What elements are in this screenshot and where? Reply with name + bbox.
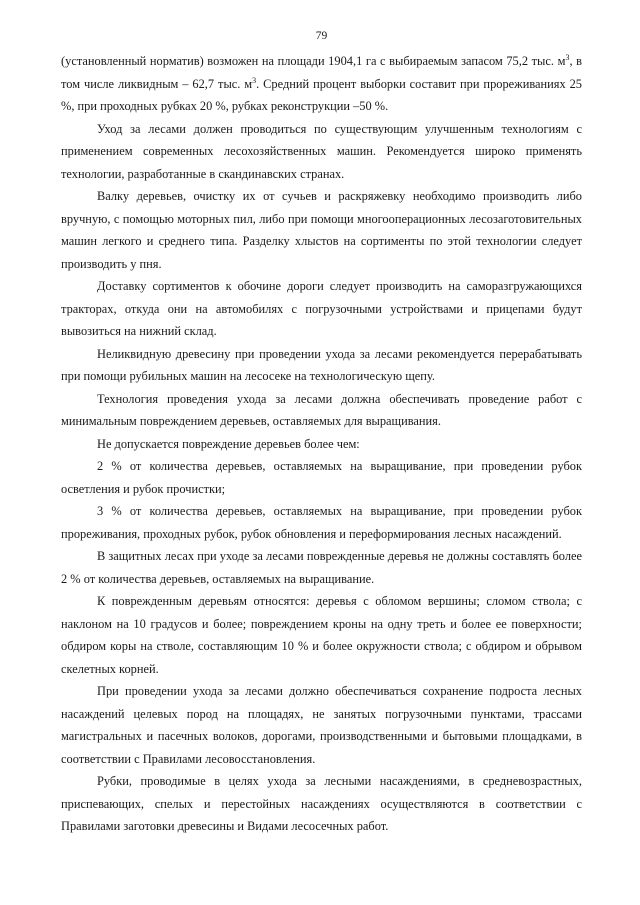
paragraph-text: . Средний процент выборки составит при прореживаниях 25 %, при проходных рубках 20 %, рубках реконструкции –50 %. — [61, 76, 583, 113]
paragraph-continuation — [61, 50, 582, 118]
paragraph-cutting-rules: Рубки, проводимые в целях ухода за лесными насаждениями, в средневозрастных, приспевающих, спелых и перестойных насаждениях осуществляются в соответствии с Правилами заготовки древесины и Видами лесосечных работ. — [61, 774, 582, 833]
body-text — [61, 50, 582, 838]
paragraph-text: (установленный норматив) возможен на площади 1904,1 га с выбираемым запасом 75,2 тыс. м — [61, 54, 566, 68]
paragraph-protective-forests: В защитных лесах при уходе за лесами поврежденные деревья не должны составлять более 2 % от количества деревьев, оставляемых на выращивание. — [61, 549, 582, 586]
page-number: 79 — [315, 30, 328, 42]
paragraph-damage-limit: Не допускается повреждение деревьев более чем: — [97, 436, 360, 451]
superscript-cubic: 3 — [252, 75, 257, 85]
paragraph-felling: Валку деревьев, очистку их от сучьев и раскряжевку необходимо производить либо вручную, с помощью моторных пил, либо при помощи многооперационных лесозаготовительных машин легкого и среднего типа. Разделку хлыстов на сортименты по этой технологии следует производить у пня. — [61, 189, 582, 271]
paragraph-chipping: Неликвидную древесину при проведении ухода за лесами рекомендуется перерабатывать при помощи рубильных машин на лесосеке на технологическую щепу. — [61, 346, 582, 383]
paragraph-limit-3-percent: 3 % от количества деревьев, оставляемых на выращивание, при проведении рубок прореживания, проходных рубок, рубок обновления и переформирования лесных насаждений. — [61, 504, 582, 541]
paragraph-minimal-damage: Технология проведения ухода за лесами должна обеспечивать проведение работ с минимальным повреждением деревьев, оставляемых для выращивания. — [61, 391, 582, 428]
paragraph-undergrowth: При проведении ухода за лесами должно обеспечиваться сохранение подроста лесных насаждений целевых пород на площадях, не занятых погрузочными пунктами, трассами магистральных и пасечных волоков, дорогами, производственными и бытовыми площадками, в соответствии с Правилами лесовосстановления. — [61, 684, 582, 766]
paragraph-text: , в том числе ликвидным – 62,7 тыс. м — [61, 54, 582, 91]
paragraph-technology: Уход за лесами должен проводиться по существующим улучшенным технологиям с применением современных лесохозяйственных машин. Рекомендуется широко применять технологии, разработанные в скандинавских странах. — [61, 121, 582, 181]
superscript-cubic: 3 — [565, 52, 570, 62]
paragraph-delivery: Доставку сортиментов к обочине дороги следует производить на саморазгружающихся тракторах, откуда они на автомобилях с погрузочными устройствами и прицепами будут вывозиться на нижний склад. — [61, 279, 582, 338]
paragraph-damaged-trees: К поврежденным деревьям относятся: деревья с обломом вершины; сломом ствола; с наклоном на 10 градусов и более; повреждением кроны на одну треть и более ее поверхности; обдиром коры на стволе, составляющим 10 % и более окружности ствола; с обдиром и обрывом скелетных корней. — [61, 594, 582, 676]
paragraph-limit-2-percent: 2 % от количества деревьев, оставляемых на выращивание, при проведении рубок осветления и рубок прочистки; — [61, 459, 582, 496]
